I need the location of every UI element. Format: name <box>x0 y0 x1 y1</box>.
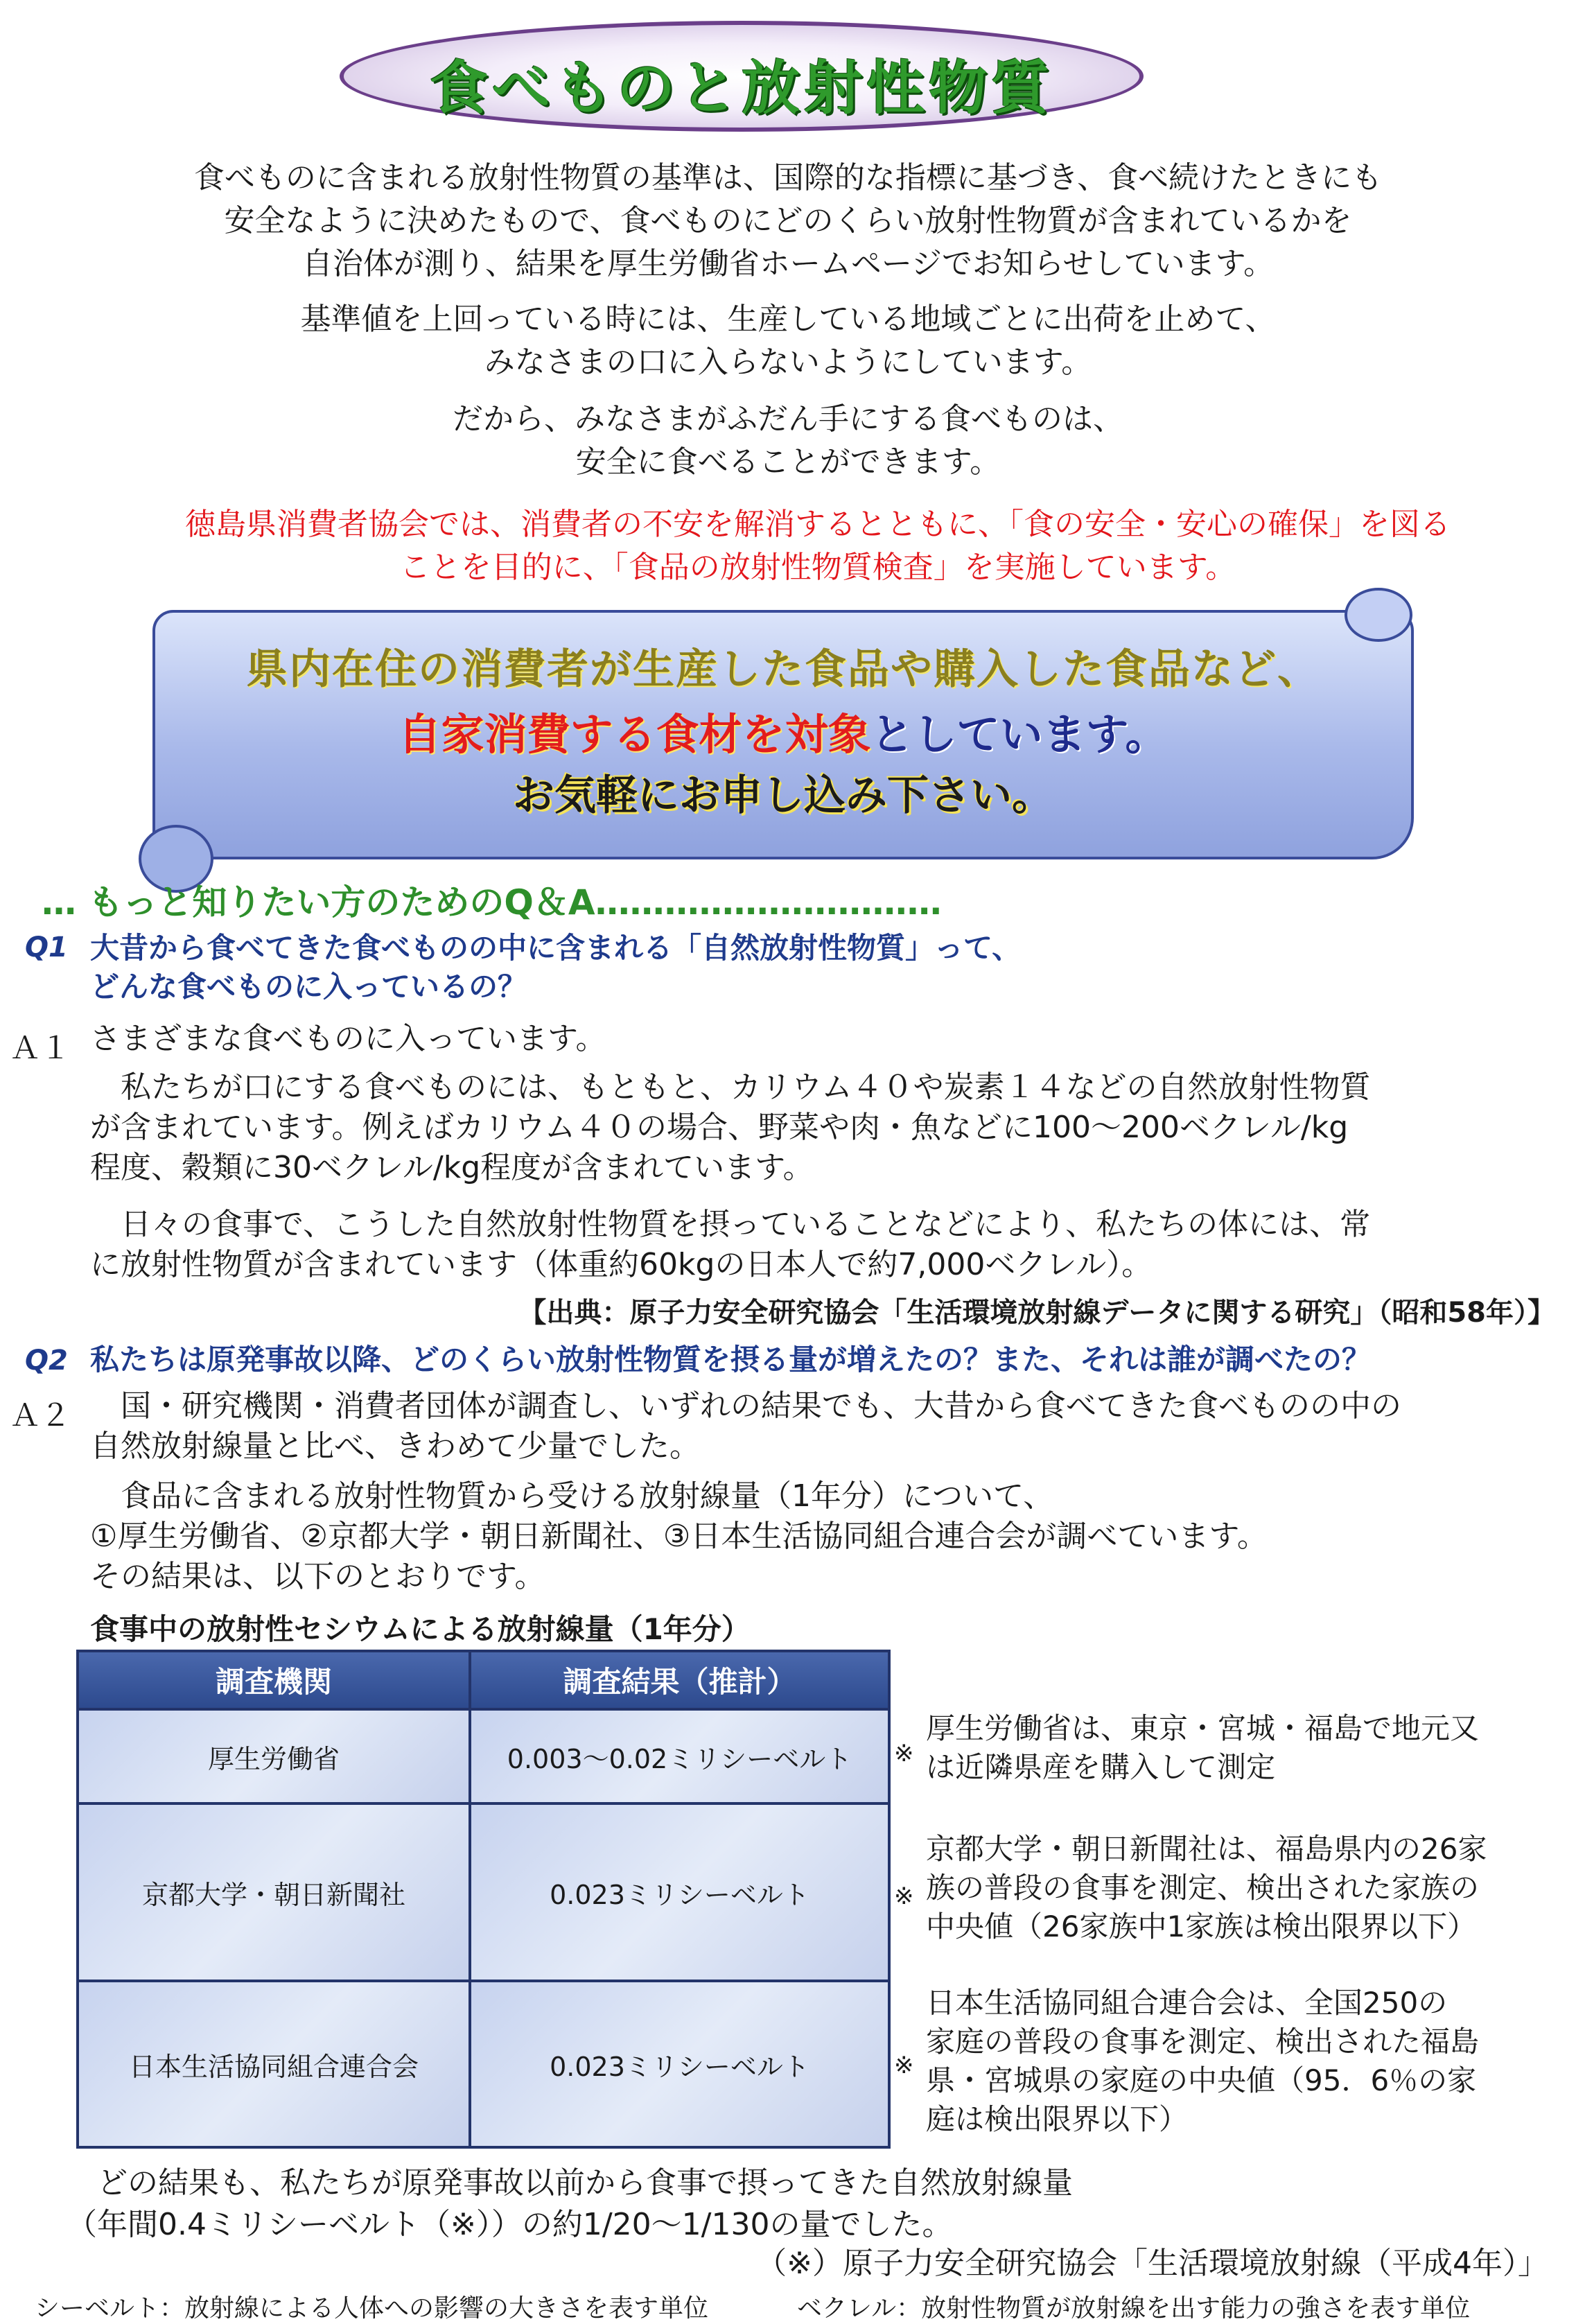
intro-line: だから、みなさまがふだん手にする食べものは、 <box>453 401 1123 437</box>
intro-line: みなさまの口に入らないようにしています。 <box>484 344 1092 380</box>
side-note-line: 庭は検出限界以下） <box>926 2102 1189 2136</box>
conclusion <box>67 2163 1073 2246</box>
page-title: 食べものと放射性物質 <box>429 54 1053 122</box>
a2-line: ①厚生労働省、②京都大学・朝日新聞社、③日本生活協同組合連合会が調べています。 <box>90 1519 1268 1554</box>
q1-text <box>90 929 1021 1006</box>
definition-becquerel: ベクレル：放射性物質が放射線を出す能力の強さを表す単位 <box>797 2294 1471 2323</box>
side-note-coop <box>926 1984 1479 2139</box>
intro-paragraph-3 <box>69 398 1507 484</box>
result-cell: 0.023ミリシーベルト <box>470 1981 889 2147</box>
a1-line: 程度、穀類に30ベクレル/kg程度が含まれています。 <box>90 1150 814 1185</box>
side-note-mhlw <box>926 1709 1479 1787</box>
q1-line: 大昔から食べてきた食べものの中に含まれる「自然放射性物質」って、 <box>90 931 1022 965</box>
intro-line: 自治体が測り、結果を厚生労働省ホームページでお知らせしています。 <box>301 246 1275 281</box>
side-note-line: 厚生労働省は、東京・宮城・福島で地元又 <box>926 1711 1480 1745</box>
banner-line-2 <box>152 700 1414 762</box>
result-cell: 0.023ミリシーベルト <box>470 1803 889 1981</box>
org-cell: 日本生活協同組合連合会 <box>78 1981 470 2147</box>
a1-line: 日々の食事で、こうした自然放射性物質を摂っていることなどにより、私たちの体には、常 <box>90 1207 1371 1242</box>
banner-line-3: お気軽にお申し込み下さい。 <box>513 771 1053 820</box>
org-cell: 京都大学・朝日新聞社 <box>78 1803 470 1981</box>
intro-paragraph-2 <box>69 298 1507 384</box>
a1-line: 私たちが口にする食べものには、もともと、カリウム４０や炭素１４などの自然放射性物質 <box>90 1069 1371 1105</box>
result-cell: 0.003～0.02ミリシーベルト <box>470 1709 889 1803</box>
side-note-line: 族の普段の食事を測定、検出された家族の <box>926 1871 1480 1905</box>
side-note-line: は近隣県産を購入して測定 <box>926 1750 1276 1784</box>
a2-line: その結果は、以下のとおりです。 <box>90 1559 545 1594</box>
note-mark: ※ <box>894 1740 914 1767</box>
note-line: ことを目的に、「食品の放射性物質検査」を実施しています。 <box>399 550 1236 585</box>
conclusion-line: どの結果も、私たちが原発事故以前から食事で摂ってきた自然放射線量 <box>67 2165 1073 2201</box>
table-caption: 食事中の放射性セシウムによる放射線量（1年分） <box>90 1612 751 1646</box>
side-note-line: 家庭の普段の食事を測定、検出された福島 <box>926 2025 1480 2059</box>
q1-label: Q1 <box>25 932 68 963</box>
a1-lead: さまざまな食べものに入っています。 <box>90 1021 606 1056</box>
table-header-row <box>78 1651 889 1709</box>
side-note-kyoto <box>926 1830 1487 1946</box>
side-note-line: 京都大学・朝日新聞社は、福島県内の26家 <box>926 1832 1487 1866</box>
a2-label: Ａ２ <box>10 1398 71 1433</box>
a2-paragraph-1 <box>90 1386 1401 1467</box>
scroll-curl-right <box>1345 588 1412 642</box>
a1-paragraph-2 <box>90 1205 1370 1285</box>
table-row <box>78 1981 889 2147</box>
a1-paragraph-1 <box>90 1067 1371 1188</box>
a1-source: 【出典：原子力安全研究協会「生活環境放射線データに関する研究」（昭和58年）】 <box>518 1297 1555 1329</box>
a2-line: 国・研究機関・消費者団体が調査し、いずれの結果でも、大昔から食べてきた食べものの中の <box>90 1388 1401 1424</box>
conclusion-line: （年間0.4ミリシーベルト（※））の約1/20～1/130の量でした。 <box>67 2207 953 2242</box>
a1-line: が含まれています。例えばカリウム４０の場合、野菜や肉・魚などに100～200ベクレル/kg <box>90 1110 1349 1145</box>
table-row <box>78 1709 889 1803</box>
a2-line: 自然放射線量と比べ、きわめて少量でした。 <box>90 1429 700 1464</box>
table-row <box>78 1803 889 1981</box>
survey-table <box>76 1650 891 2149</box>
banner-highlight: 自家消費する食材を対象 <box>398 709 871 760</box>
q2-text: 私たちは原発事故以降、どのくらい放射性物質を摂る量が増えたの？また、それは誰が調べたの？ <box>90 1343 1372 1377</box>
intro-paragraph-1 <box>69 157 1507 286</box>
intro-line: 基準値を上回っている時には、生産している地域ごとに出荷を止めて、 <box>300 302 1276 337</box>
q1-line: どんな食べものに入っているの？ <box>90 970 527 1004</box>
header-organization: 調査機関 <box>78 1651 470 1709</box>
banner-line-1: 県内在住の消費者が生産した食品や購入した食品など、 <box>246 645 1320 694</box>
a1-label: Ａ１ <box>10 1031 71 1066</box>
qa-heading: … もっと知りたい方のためのQ＆A………………………… <box>42 882 942 923</box>
a2-paragraph-2 <box>90 1476 1268 1597</box>
definition-sievert: シーベルト：放射線による人体への影響の大きさを表す単位 <box>35 2294 709 2323</box>
note-mark: ※ <box>894 2052 914 2079</box>
note-mark: ※ <box>894 1882 914 1910</box>
note-line: 徳島県消費者協会では、消費者の不安を解消するとともに、「食の安全・安心の確保」を図る <box>185 507 1451 542</box>
side-note-line: 県・宮城県の家庭の中央値（95．6％の家 <box>926 2063 1477 2097</box>
a2-line: 食品に含まれる放射性物質から受ける放射線量（1年分）について、 <box>90 1478 1054 1514</box>
side-note-line: 日本生活協同組合連合会は、全国250の <box>926 1986 1448 2020</box>
intro-line: 食べものに含まれる放射性物質の基準は、国際的な指標に基づき、食べ続けたときにも <box>193 160 1383 195</box>
intro-line: 安全に食べることができます。 <box>575 444 1001 480</box>
header-result: 調査結果（推計） <box>470 1651 889 1709</box>
q2-label: Q2 <box>25 1345 68 1377</box>
side-note-line: 中央値（26家族中1家族は検出限界以下） <box>926 1910 1477 1943</box>
association-note <box>83 503 1552 589</box>
conclusion-source: （※）原子力安全研究協会「生活環境放射線（平成4年）」 <box>756 2246 1548 2281</box>
org-cell: 厚生労働省 <box>78 1709 470 1803</box>
a1-line: に放射性物質が含まれています（体重約60kgの日本人で約7,000ベクレル）。 <box>90 1247 1153 1282</box>
banner-line-2-tail: としています。 <box>870 709 1168 760</box>
intro-line: 安全なように決めたもので、食べものにどのくらい放射性物質が含まれているかを <box>224 203 1352 238</box>
